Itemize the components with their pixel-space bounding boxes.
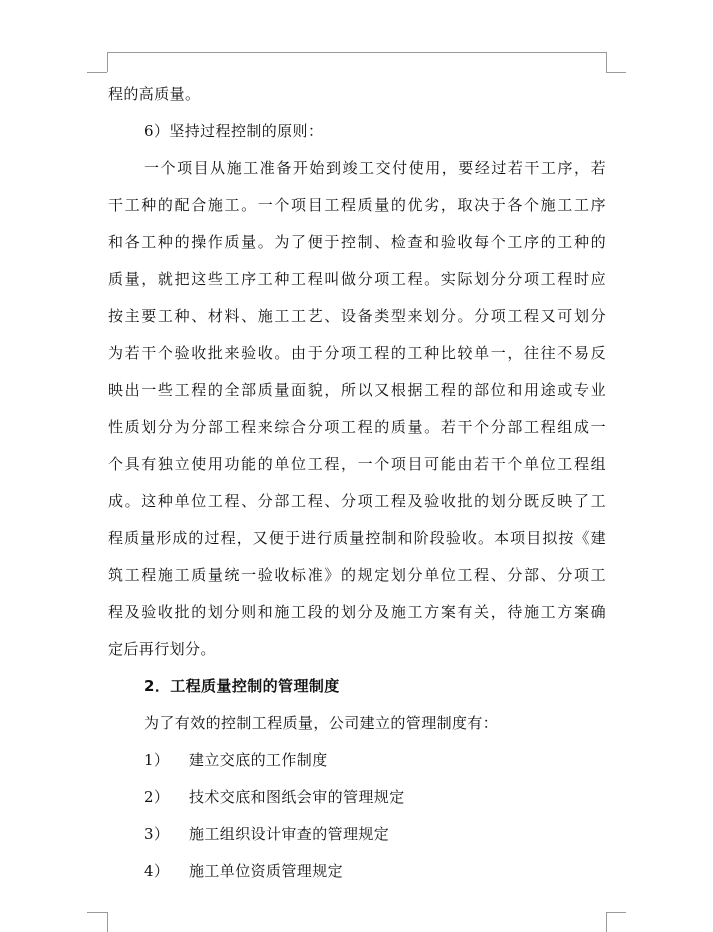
list-text: 施工组织设计审查的管理规定 bbox=[189, 825, 390, 843]
list-text: 技术交底和图纸会审的管理规定 bbox=[189, 788, 405, 806]
document-body bbox=[108, 76, 606, 890]
crop-mark-bottom-left-h bbox=[87, 912, 107, 913]
text-line: 干工种的配合施工。一个项目工程质量的优劣，取决于各个施工工序 bbox=[108, 196, 606, 214]
text-line: 程的高质量。 bbox=[108, 85, 201, 103]
section-heading: 2．工程质量控制的管理制度 bbox=[144, 677, 340, 695]
list-text: 建立交底的工作制度 bbox=[189, 751, 328, 769]
list-number: 3） bbox=[144, 825, 170, 843]
crop-mark-top-left bbox=[107, 52, 108, 72]
crop-mark-bottom-left bbox=[107, 912, 108, 932]
text-line: 质量，就把这些工序工种工程叫做分项工程。实际划分分项工程时应 bbox=[108, 270, 606, 288]
text-line: 按主要工种、材料、施工工艺、设备类型来划分。分项工程又可划分 bbox=[108, 307, 606, 325]
list-number: 1） bbox=[144, 751, 170, 769]
list-text: 施工单位资质管理规定 bbox=[189, 862, 344, 880]
principle-heading: 6）坚持过程控制的原则： bbox=[144, 122, 324, 140]
crop-mark-top-left-h bbox=[87, 72, 107, 73]
text-line: 筑工程施工质量统一验收标准》的规定划分单位工程、分部、分项工 bbox=[108, 566, 606, 584]
text-line: 成。这种单位工程、分部工程、分项工程及验收批的划分既反映了工 bbox=[108, 492, 606, 510]
crop-mark-bottom-right bbox=[606, 912, 607, 932]
intro-text: 为了有效的控制工程质量，公司建立的管理制度有： bbox=[144, 714, 499, 732]
text-line: 定后再行划分。 bbox=[108, 640, 216, 658]
list-item bbox=[108, 742, 606, 779]
crop-mark-top-right-h bbox=[606, 72, 626, 73]
text-line: 性质划分为分部工程来综合分项工程的质量。若干个分部工程组成一 bbox=[108, 418, 606, 436]
text-line: 程质量形成的过程，又便于进行质量控制和阶段验收。本项目拟按《建 bbox=[108, 529, 606, 547]
crop-mark-top-right bbox=[606, 52, 607, 72]
text-line: 为若干个验收批来验收。由于分项工程的工种比较单一，往往不易反 bbox=[108, 344, 606, 362]
list-number: 2） bbox=[144, 788, 170, 806]
list-item bbox=[108, 853, 606, 890]
list-item bbox=[108, 779, 606, 816]
text-line: 个具有独立使用功能的单位工程，一个项目可能由若干个单位工程组 bbox=[108, 455, 606, 473]
header-rule bbox=[107, 52, 606, 53]
text-line: 一个项目从施工准备开始到竣工交付使用，要经过若干工序，若 bbox=[144, 159, 606, 177]
text-line: 程及验收批的划分则和施工段的划分及施工方案有关，待施工方案确 bbox=[108, 603, 606, 621]
crop-mark-bottom-right-h bbox=[606, 912, 626, 913]
list-item bbox=[108, 816, 606, 853]
text-line: 映出一些工程的全部质量面貌，所以又根据工程的部位和用途或专业 bbox=[108, 381, 606, 399]
text-line: 和各工种的操作质量。为了便于控制、检查和验收每个工序的工种的 bbox=[108, 233, 606, 251]
list-number: 4） bbox=[144, 862, 170, 880]
